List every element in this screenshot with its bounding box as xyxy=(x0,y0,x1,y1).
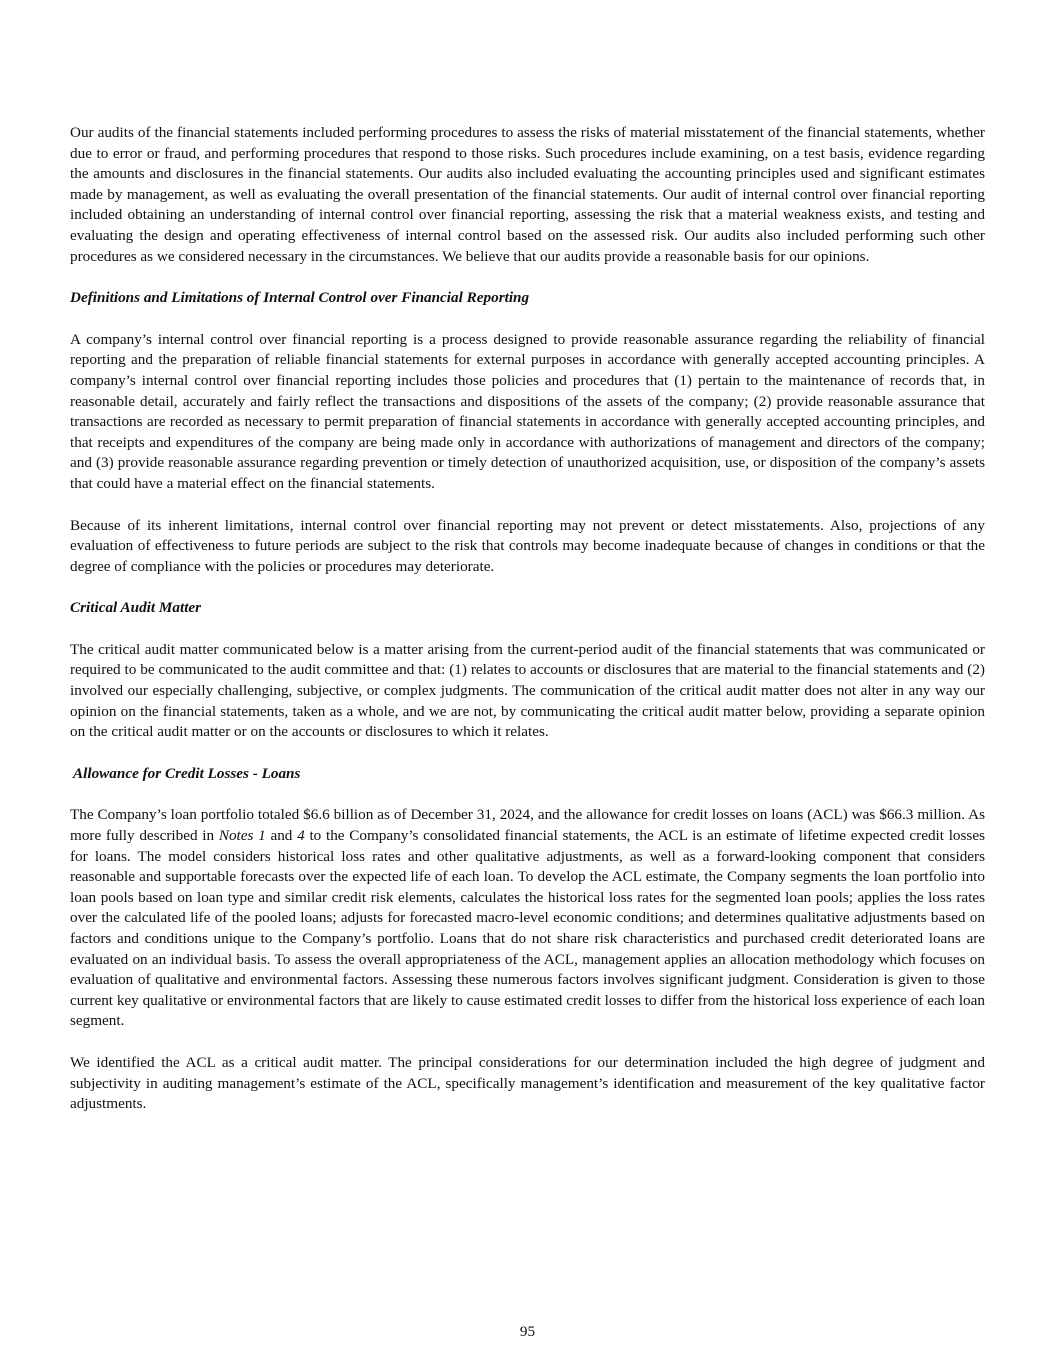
page-number: 95 xyxy=(519,1323,536,1340)
critical-audit-matter-heading: Critical Audit Matter xyxy=(70,599,202,617)
audit-procedures-paragraph: Our audits of the financial statements included performing procedures to assess the risks of material misstatement of the financial statements, whether due to error or fraud, and performing procedures that respond to those risks. Such procedures include examining, on a test basis, evidence regarding the amounts and disclosures in the financial statements. Our audits also included evaluating the accounting principles used and significant estimates made by management, as well as evaluating the overall presentation of the financial statements. Our audit of internal control over financial reporting included obtaining an understanding of internal control over financial reporting, assessing the risk that a material weakness exists, and testing and evaluating the design and operating effectiveness of internal control based on the assessed risk. Our audits also included performing such other procedures as we considered necessary in the circumstances. We believe that our audits provide a reasonable basis for our opinions. xyxy=(70,124,985,265)
definitions-paragraph-2: Because of its inherent limitations, internal control over financial reporting may not prevent or detect misstatements. Also, projections of any evaluation of effectiveness to future periods are subject to the risk that controls may become inadequate because of changes in conditions or that the degree of compliance with the policies or procedures may deteriorate. xyxy=(70,516,985,575)
allowance-paragraph-2: We identified the ACL as a critical audit matter. The principal considerations for our determination included the high degree of judgment and subjectivity in auditing management’s estimate of the ACL, specifically management’s identification and measurement of the key qualitative factor adjustments. xyxy=(70,1053,985,1113)
allowance-heading: Allowance for Credit Losses - Loans xyxy=(73,764,301,782)
notes-reference-1: Notes 1 xyxy=(218,827,266,845)
allowance-paragraph-1 xyxy=(70,805,985,1032)
definitions-paragraph-1: A company’s internal control over financial reporting is a process designed to provide reasonable assurance regarding the reliability of financial reporting and the preparation of reliable financial statements for external purposes in accordance with generally accepted accounting principles. A company’s internal control over financial reporting includes those policies and procedures that (1) pertain to the maintenance of records that, in reasonable detail, accurately and fairly reflect the transactions and dispositions of the assets of the company; (2) provide reasonable assurance that transactions are recorded as necessary to permit preparation of financial statements in accordance with generally accepted accounting principles, and that receipts and expenditures of the company are being made only in accordance with authorizations of management and directors of the company; and (3) provide reasonable assurance regarding prevention or timely detection of unauthorized acquisition, use, or disposition of the company’s assets that could have a material effect on the financial statements. xyxy=(70,330,985,492)
definitions-heading: Definitions and Limitations of Internal Control over Financial Reporting xyxy=(70,289,530,307)
document-body xyxy=(70,123,985,1115)
critical-audit-matter-paragraph: The critical audit matter communicated below is a matter arising from the current-period audit of the financial statements that was communicated or required to be communicated to the audit committee and that: (1) relates to accounts or disclosures that are material to the financial statements and (2) involved our especially challenging, subjective, or complex judgments. The communication of the critical audit matter does not alter in any way our opinion on the financial statements, taken as a whole, and we are not, by communicating the critical audit matter below, providing a separate opinion on the critical audit matter or on the accounts or disclosures to which it relates. xyxy=(70,640,985,741)
notes-reference-2: 4 xyxy=(297,827,305,845)
allowance-paragraph-1-part-b: to the Company’s consolidated financial statements, the ACL is an estimate of lifetime expected credit losses for loans. The model considers historical loss rates and other qualitative adjustments, as well as a forward-looking component that considers reasonable and supportable forecasts over the expected life of each loan. To develop the ACL estimate, the Company segments the loan portfolio into loan pools based on loan type and similar credit risk elements, calculates the historical loss rates for the segmented loan pools; applies the loss rates over the calculated life of the pooled loans; adjusts for forecasted macro-level economic conditions; and determines qualitative adjustments based on factors and conditions unique to the Company’s portfolio. Loans that do not share risk characteristics and purchased credit deteriorated loans are evaluated on an individual basis. To assess the overall appropriateness of the ACL, management applies an allocation methodology which focuses on evaluation of qualitative and environmental factors. Assessing these numerous factors involves significant judgment. Consideration is given to those current key qualitative or environmental factors that are likely to cause estimated credit losses to differ from the historical loss experience of each loan segment. xyxy=(70,827,985,1030)
allowance-paragraph-1-part-a: The Company’s loan portfolio totaled $6.6 billion as of December 31, 2024, and the allowance for credit losses on loans (ACL) was $66.3 million. As more fully described in xyxy=(70,806,985,845)
allowance-paragraph-1-and: and xyxy=(265,827,298,845)
